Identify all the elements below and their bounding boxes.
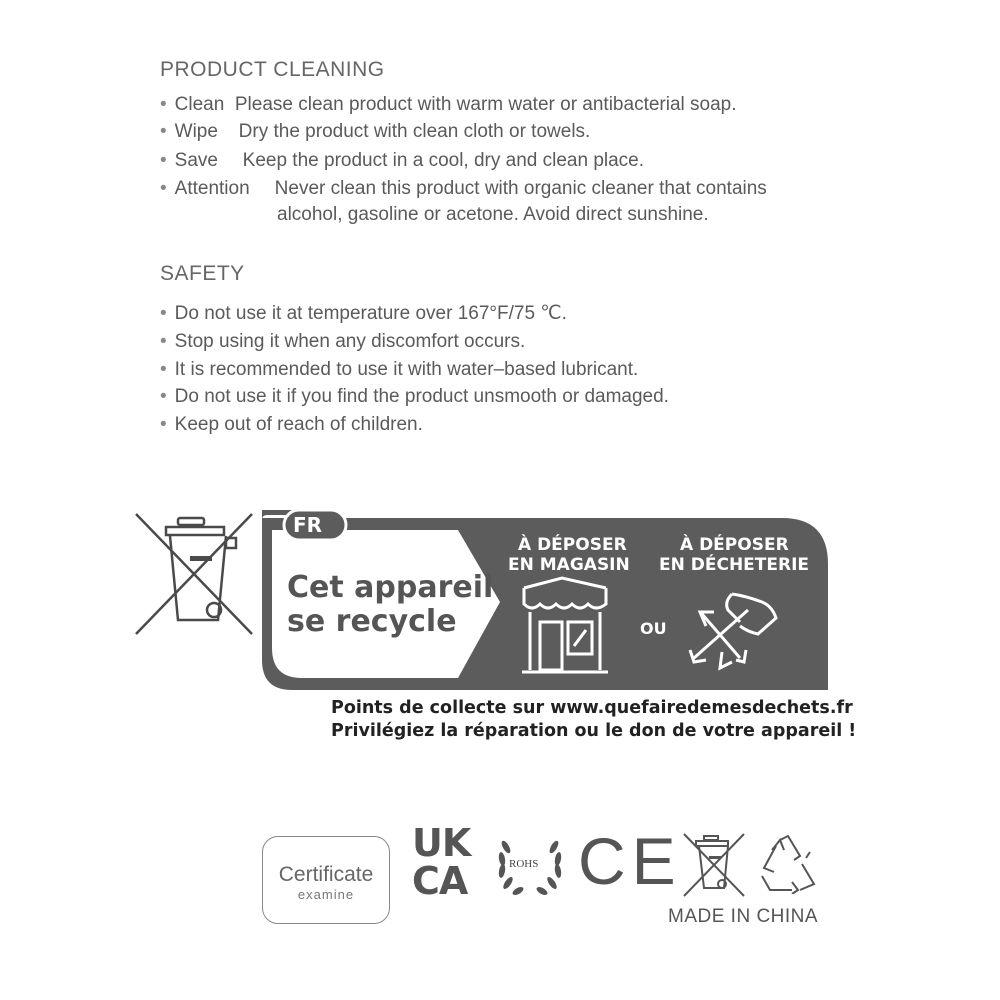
safety-text: Keep out of reach of children. <box>174 414 423 435</box>
cleaning-item-save <box>160 150 644 172</box>
bullet: • <box>160 359 167 380</box>
term-save: Save <box>174 150 218 171</box>
rohs-text: ROHS <box>509 858 539 870</box>
dump-label-2: EN DÉCHETERIE <box>659 555 810 575</box>
bullet: • <box>160 150 167 171</box>
bullet: • <box>160 178 167 199</box>
bullet: • <box>160 331 167 352</box>
term-clean: Clean <box>174 94 225 115</box>
bullet: • <box>160 303 167 324</box>
small-crossed-bin-icon <box>682 832 746 898</box>
attention-text: Never clean this product with organic cleaner that contains <box>274 178 767 199</box>
made-in-china: MADE IN CHINA <box>668 906 819 927</box>
repair-line: Privilégiez la réparation ou le don de votre appareil ! <box>331 721 857 741</box>
wipe-text: Dry the product with clean cloth or towels. <box>238 121 591 142</box>
store-label-2: EN MAGASIN <box>508 555 630 575</box>
safety-item <box>160 386 669 408</box>
crossed-bin-icon <box>134 510 256 638</box>
safety-item <box>160 331 525 353</box>
safety-text: Do not use it at temperature over 167°F/75 ℃. <box>174 303 567 324</box>
term-wipe: Wipe <box>174 121 218 142</box>
cleaning-title: PRODUCT CLEANING <box>160 58 385 81</box>
or-label: OU <box>640 619 667 638</box>
safety-text: Do not use it if you find the product unsmooth or damaged. <box>174 386 669 407</box>
safety-item <box>160 302 567 325</box>
headline-1: Cet appareil <box>287 570 494 605</box>
safety-title: SAFETY <box>160 262 245 285</box>
certificate-text: Certificate <box>278 863 374 886</box>
safety-text: It is recommended to use it with water–based lubricant. <box>174 359 639 380</box>
cleaning-item-wipe <box>160 121 590 143</box>
certificate-badge <box>262 836 390 924</box>
cleaning-item-attention-cont: alcohol, gasoline or acetone. Avoid direct sunshine. <box>277 204 709 225</box>
term-attention: Attention <box>174 178 250 199</box>
store-label-1: À DÉPOSER <box>518 535 627 555</box>
certificate-subtext: examine <box>297 887 355 902</box>
clean-text: Please clean product with warm water or antibacterial soap. <box>234 94 737 115</box>
save-text: Keep the product in a cool, dry and clean place. <box>242 150 645 171</box>
collection-points-line: Points de collecte sur www.quefairedemesdechets.fr <box>331 698 853 718</box>
safety-text: Stop using it when any discomfort occurs. <box>174 331 526 352</box>
cleaning-item-clean <box>160 94 737 116</box>
ukca-mark-top: UK <box>412 821 471 865</box>
safety-item <box>160 414 423 436</box>
cleaning-item-attention <box>160 178 767 200</box>
bullet: • <box>160 386 167 407</box>
fr-badge: FR <box>293 513 323 537</box>
ukca-mark-bottom: CA <box>412 859 468 903</box>
recycle-icon <box>756 834 820 894</box>
bullet: • <box>160 94 167 115</box>
safety-item <box>160 359 638 381</box>
ce-mark: CE <box>578 824 682 898</box>
dump-label-1: À DÉPOSER <box>680 535 789 555</box>
bullet: • <box>160 414 167 435</box>
bullet: • <box>160 121 167 142</box>
headline-2: se recycle <box>287 604 457 639</box>
